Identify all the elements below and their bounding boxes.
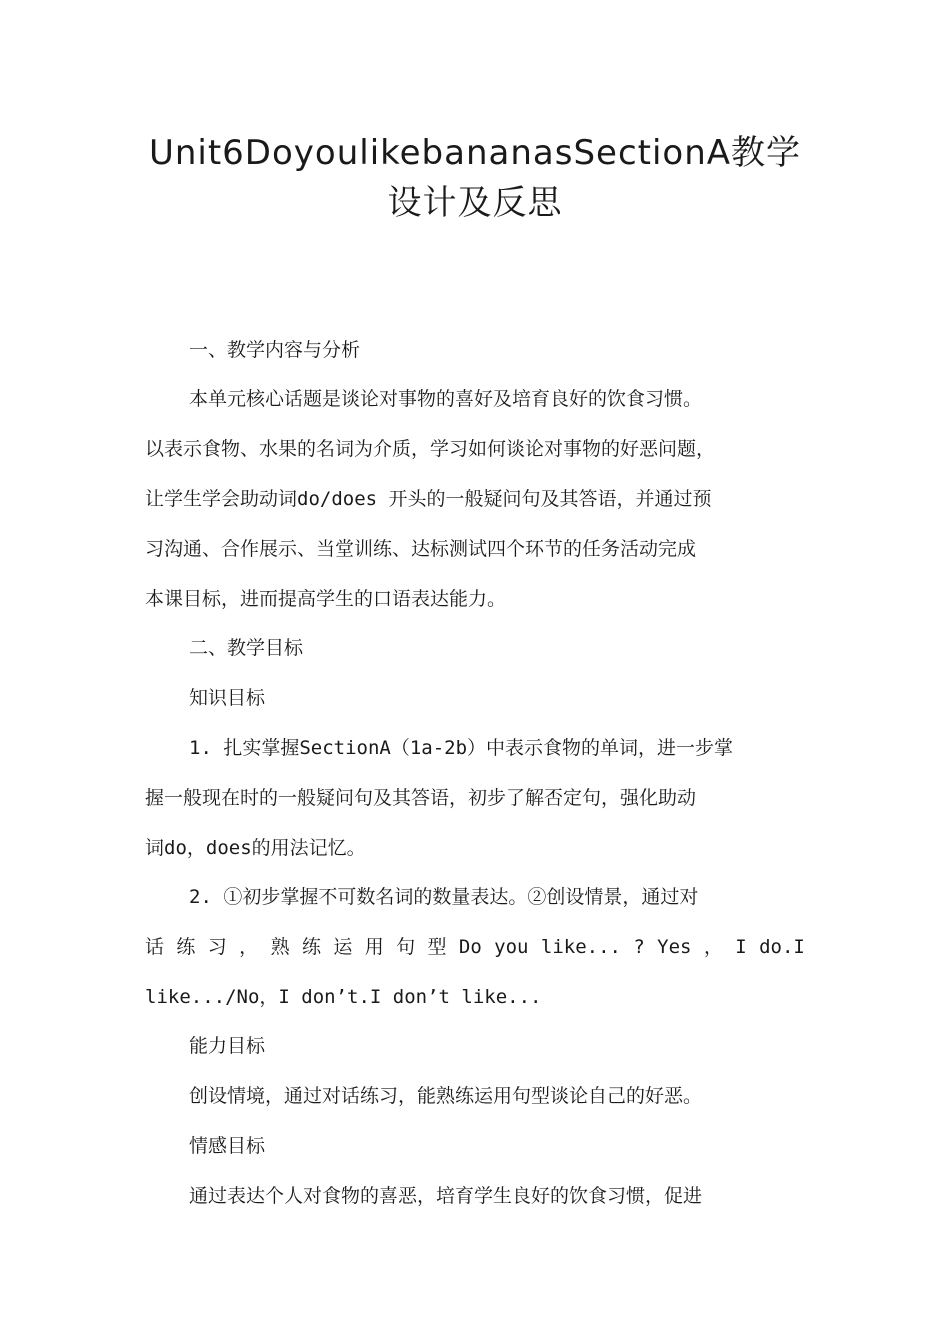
subheading-ability-goals: 能力目标	[189, 1035, 266, 1057]
subheading-emotion-goals: 情感目标	[189, 1135, 266, 1157]
paragraph-line: 习沟通、合作展示、当堂训练、达标测试四个环节的任务活动完成	[145, 538, 697, 560]
justified-token: 练	[301, 936, 321, 958]
ability-goal-text: 创设情境，通过对话练习，能熟练运用句型谈论自己的好恶。	[189, 1085, 703, 1107]
justified-token: 运	[333, 936, 353, 958]
section-heading-content-analysis: 一、教学内容与分析	[189, 339, 361, 361]
justified-token: I	[735, 936, 747, 958]
subheading-knowledge-goals: 知识目标	[189, 687, 266, 709]
goal-item-line: 握一般现在时的一般疑问句及其答语，初步了解否定句，强化助动	[145, 787, 697, 809]
justified-token: 句	[396, 936, 416, 958]
justified-token: 话	[145, 936, 165, 958]
justified-token: ，	[703, 936, 723, 958]
justified-token: 型	[427, 936, 447, 958]
paragraph-line: 以表示食物、水果的名词为介质，学习如何谈论对事物的好恶问题，	[145, 438, 716, 460]
goal-item-justified-line	[145, 938, 805, 957]
justified-token: ，	[239, 936, 259, 958]
justified-token: do.I	[759, 936, 805, 958]
justified-token: you	[494, 936, 529, 958]
goal-item-line: 1. 扎实掌握SectionA（1a-2b）中表示食物的单词，进一步掌	[189, 737, 734, 759]
paragraph-line: 本课目标，进而提高学生的口语表达能力。	[145, 588, 507, 610]
justified-token: 习	[207, 936, 227, 958]
paragraph-line: 本单元核心话题是谈论对事物的喜好及培育良好的饮食习惯。	[189, 388, 703, 410]
justified-token: 用	[364, 936, 384, 958]
justified-token: Yes	[657, 936, 692, 958]
emotion-goal-text: 通过表达个人对食物的喜恶，培育学生良好的饮食习惯，促进	[189, 1185, 703, 1207]
justified-token: 练	[176, 936, 196, 958]
document-title-line-1: Unit6DoyoulikebananasSectionA教学	[148, 133, 802, 173]
justified-token: 熟	[270, 936, 290, 958]
goal-item-line: 词do，does的用法记忆。	[145, 837, 366, 859]
justified-token: ?	[633, 936, 645, 958]
goal-item-line: like.../No，I don’t.I don’t like...	[145, 986, 542, 1008]
section-heading-teaching-goals: 二、教学目标	[189, 637, 304, 659]
justified-token: like...	[540, 936, 621, 958]
justified-token: Do	[458, 936, 482, 958]
document-title-line-2: 设计及反思	[387, 183, 563, 223]
goal-item-line: 2. ①初步掌握不可数名词的数量表达。②创设情景，通过对	[189, 886, 699, 908]
paragraph-line: 让学生学会助动词do/does 开头的一般疑问句及其答语，并通过预	[145, 488, 712, 510]
